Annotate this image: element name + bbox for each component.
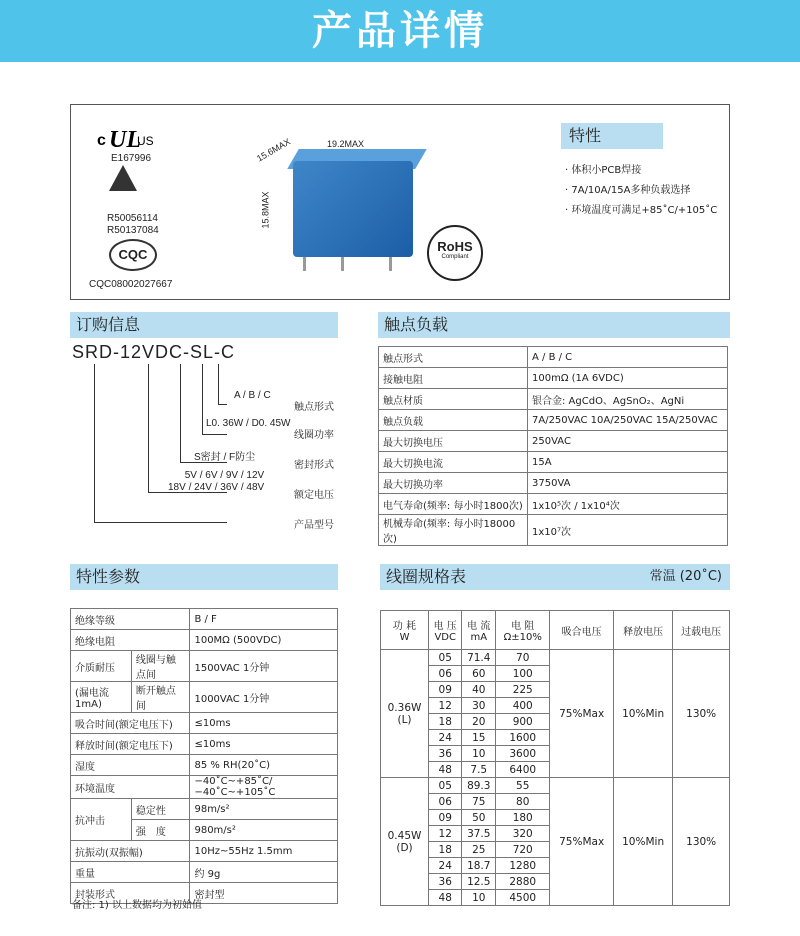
order-label-contact: 触点形式 bbox=[294, 402, 334, 413]
coil-value: 05 bbox=[429, 778, 462, 794]
char-key: 介质耐压 bbox=[71, 651, 132, 682]
relay-pin bbox=[303, 257, 306, 271]
coil-value: 2880 bbox=[496, 874, 550, 890]
char-val: 约 9g bbox=[190, 862, 338, 883]
char-key: 重量 bbox=[71, 862, 190, 883]
contact-row bbox=[379, 452, 728, 473]
contact-key: 触点材质 bbox=[379, 389, 528, 410]
contact-row bbox=[379, 515, 728, 546]
tuv-number-2: R50137084 bbox=[107, 225, 159, 236]
coil-header-cell: 过载电压 bbox=[673, 611, 730, 650]
coil-pickup: 75%Max bbox=[550, 650, 614, 778]
char-key: 抗振动(双振幅) bbox=[71, 841, 190, 862]
coil-release: 10%Min bbox=[613, 650, 672, 778]
coil-row bbox=[381, 778, 730, 794]
char-key: 绝缘电阻 bbox=[71, 630, 190, 651]
char-key: (漏电流1mA) bbox=[71, 682, 132, 713]
relay-pin bbox=[389, 257, 392, 271]
dimension-width: 19.2MAX bbox=[327, 139, 365, 149]
coil-header-row bbox=[381, 611, 730, 650]
coil-value: 75 bbox=[462, 794, 496, 810]
coil-value: 400 bbox=[496, 698, 550, 714]
coil-value: 12 bbox=[429, 826, 462, 842]
coil-value: 320 bbox=[496, 826, 550, 842]
feature-item: · 体积小PCB焊接 bbox=[565, 161, 717, 181]
ul-cert-logo bbox=[97, 125, 157, 153]
char-key: 绝缘等级 bbox=[71, 609, 190, 630]
coil-value: 10 bbox=[462, 890, 496, 906]
cqc-number: CQC08002027667 bbox=[89, 279, 173, 290]
coil-value: 40 bbox=[462, 682, 496, 698]
tuv-number-1: R50056114 bbox=[107, 213, 158, 224]
contact-value: 250VAC bbox=[528, 431, 728, 452]
coil-value: 225 bbox=[496, 682, 550, 698]
coil-value: 70 bbox=[496, 650, 550, 666]
coil-value: 55 bbox=[496, 778, 550, 794]
char-val: ≤10ms bbox=[190, 713, 338, 734]
char-key: 湿度 bbox=[71, 755, 190, 776]
feature-item: · 7A/10A/15A多种负载选择 bbox=[565, 181, 717, 201]
char-key: 断开触点间 bbox=[131, 682, 190, 713]
order-opt-power: L0. 36W / D0. 45W bbox=[206, 418, 291, 429]
product-overview-box bbox=[70, 104, 730, 300]
coil-value: 25 bbox=[462, 842, 496, 858]
rohs-sub: Compliant bbox=[441, 254, 469, 260]
char-key: 线圈与触点间 bbox=[131, 651, 190, 682]
tuv-triangle-icon bbox=[109, 165, 137, 191]
coil-value: 09 bbox=[429, 810, 462, 826]
coil-value: 48 bbox=[429, 890, 462, 906]
coil-value: 18.7 bbox=[462, 858, 496, 874]
coil-title: 线圈规格表 bbox=[386, 567, 467, 586]
char-key: 吸合时间(额定电压下) bbox=[71, 713, 190, 734]
rohs-label: RoHS bbox=[437, 239, 473, 254]
char-val: 1000VAC 1分钟 bbox=[190, 682, 338, 713]
relay-product-image bbox=[293, 161, 413, 257]
coil-pickup: 75%Max bbox=[550, 778, 614, 906]
order-line bbox=[94, 364, 227, 523]
char-section-title: 特性参数 bbox=[70, 564, 338, 590]
char-val: ≤10ms bbox=[190, 734, 338, 755]
contact-row bbox=[379, 368, 728, 389]
coil-value: 1280 bbox=[496, 858, 550, 874]
contact-key: 触点负载 bbox=[379, 410, 528, 431]
contact-row bbox=[379, 431, 728, 452]
contact-section-title: 触点负载 bbox=[378, 312, 730, 338]
char-key: 释放时间(额定电压下) bbox=[71, 734, 190, 755]
contact-value: 1x10⁵次 / 1x10⁴次 bbox=[528, 494, 728, 515]
coil-header-cell: 电 压 VDC bbox=[429, 611, 462, 650]
coil-power: 0.45W (D) bbox=[381, 778, 429, 906]
coil-value: 24 bbox=[429, 858, 462, 874]
coil-header-cell: 电 阻 Ω±10% bbox=[496, 611, 550, 650]
coil-value: 3600 bbox=[496, 746, 550, 762]
order-label-voltage: 额定电压 bbox=[294, 490, 334, 501]
dimension-height: 15.8MAX bbox=[260, 191, 271, 229]
contact-row bbox=[379, 410, 728, 431]
coil-value: 18 bbox=[429, 714, 462, 730]
coil-value: 900 bbox=[496, 714, 550, 730]
coil-header-cell: 电 流 mA bbox=[462, 611, 496, 650]
coil-value: 30 bbox=[462, 698, 496, 714]
contact-key: 最大切换电压 bbox=[379, 431, 528, 452]
coil-value: 10 bbox=[462, 746, 496, 762]
coil-value: 4500 bbox=[496, 890, 550, 906]
coil-row bbox=[381, 650, 730, 666]
coil-value: 15 bbox=[462, 730, 496, 746]
svg-text:UL: UL bbox=[109, 127, 141, 153]
order-opt-voltage: 5V / 6V / 9V / 12V 18V / 24V / 36V / 48V bbox=[168, 470, 265, 493]
coil-value: 71.4 bbox=[462, 650, 496, 666]
contact-value: 银合金: AgCdO、AgSnO₂、AgNi bbox=[528, 389, 728, 410]
char-val: 100MΩ (500VDC) bbox=[190, 630, 338, 651]
contact-key: 机械寿命(频率: 每小时18000次) bbox=[379, 515, 528, 546]
dimension-depth: 15.6MAX bbox=[254, 136, 293, 164]
coil-value: 12.5 bbox=[462, 874, 496, 890]
coil-value: 18 bbox=[429, 842, 462, 858]
coil-value: 36 bbox=[429, 874, 462, 890]
char-val: 10Hz~55Hz 1.5mm bbox=[190, 841, 338, 862]
coil-value: 24 bbox=[429, 730, 462, 746]
order-label-model: 产品型号 bbox=[294, 520, 334, 531]
coil-power: 0.36W (L) bbox=[381, 650, 429, 778]
coil-table bbox=[380, 610, 730, 906]
char-val: −40˚C~+85˚C/−40˚C~+105˚C bbox=[190, 776, 338, 799]
order-opt-contact: A / B / C bbox=[234, 390, 271, 401]
coil-value: 6400 bbox=[496, 762, 550, 778]
coil-value: 09 bbox=[429, 682, 462, 698]
char-key: 稳定性 bbox=[131, 799, 190, 820]
contact-row bbox=[379, 473, 728, 494]
order-code: SRD-12VDC-SL-C bbox=[72, 342, 236, 362]
contact-key: 触点形式 bbox=[379, 347, 528, 368]
contact-value: 1x10⁷次 bbox=[528, 515, 728, 546]
char-val: 1500VAC 1分钟 bbox=[190, 651, 338, 682]
coil-header-cell: 释放电压 bbox=[613, 611, 672, 650]
cqc-logo: CQC bbox=[109, 239, 157, 271]
contact-key: 最大切换功率 bbox=[379, 473, 528, 494]
contact-value: 3750VA bbox=[528, 473, 728, 494]
contact-row bbox=[379, 494, 728, 515]
char-val: 98m/s² bbox=[190, 799, 338, 820]
page-banner: 产品详情 bbox=[0, 0, 800, 62]
feature-item: · 环境温度可满足+85˚C/+105˚C bbox=[565, 201, 717, 221]
char-table bbox=[70, 608, 338, 904]
features-title: 特性 bbox=[561, 123, 663, 149]
contact-value: 7A/250VAC 10A/250VAC 15A/250VAC bbox=[528, 410, 728, 431]
contact-row bbox=[379, 389, 728, 410]
rohs-logo bbox=[427, 225, 483, 281]
coil-value: 1600 bbox=[496, 730, 550, 746]
coil-section-title bbox=[380, 564, 730, 590]
coil-header-cell: 功 耗 W bbox=[381, 611, 429, 650]
coil-value: 60 bbox=[462, 666, 496, 682]
coil-value: 89.3 bbox=[462, 778, 496, 794]
order-label-power: 线圈功率 bbox=[294, 430, 334, 441]
coil-value: 20 bbox=[462, 714, 496, 730]
coil-value: 100 bbox=[496, 666, 550, 682]
char-key: 封装形式 bbox=[71, 883, 190, 904]
coil-header-cell: 吸合电压 bbox=[550, 611, 614, 650]
contact-value: 100mΩ (1A 6VDC) bbox=[528, 368, 728, 389]
features-list bbox=[565, 161, 717, 221]
char-val: 980m/s² bbox=[190, 820, 338, 841]
coil-value: 12 bbox=[429, 698, 462, 714]
contact-value: A / B / C bbox=[528, 347, 728, 368]
coil-value: 48 bbox=[429, 762, 462, 778]
ul-number: E167996 bbox=[111, 153, 152, 164]
coil-value: 05 bbox=[429, 650, 462, 666]
contact-row bbox=[379, 347, 728, 368]
contact-key: 最大切换电流 bbox=[379, 452, 528, 473]
relay-pin bbox=[341, 257, 344, 271]
coil-value: 50 bbox=[462, 810, 496, 826]
contact-key: 电气寿命(频率: 每小时1800次) bbox=[379, 494, 528, 515]
svg-text:US: US bbox=[137, 134, 154, 148]
svg-text:c: c bbox=[97, 132, 106, 149]
contact-value: 15A bbox=[528, 452, 728, 473]
coil-value: 180 bbox=[496, 810, 550, 826]
coil-value: 36 bbox=[429, 746, 462, 762]
coil-value: 80 bbox=[496, 794, 550, 810]
coil-value: 7.5 bbox=[462, 762, 496, 778]
char-val: B / F bbox=[190, 609, 338, 630]
char-val: 密封型 bbox=[190, 883, 338, 904]
char-key: 环境温度 bbox=[71, 776, 190, 799]
coil-value: 06 bbox=[429, 794, 462, 810]
char-val: 85 % RH(20˚C) bbox=[190, 755, 338, 776]
order-label-seal: 密封形式 bbox=[294, 460, 334, 471]
order-section-title: 订购信息 bbox=[70, 312, 338, 338]
char-note: 备注: 1) 以上数据均为初始值 bbox=[72, 900, 202, 911]
contact-table bbox=[378, 346, 728, 546]
coil-value: 06 bbox=[429, 666, 462, 682]
coil-release: 10%Min bbox=[613, 778, 672, 906]
order-opt-seal: S密封 / F防尘 bbox=[194, 452, 256, 463]
char-key: 强 度 bbox=[131, 820, 190, 841]
coil-value: 37.5 bbox=[462, 826, 496, 842]
coil-overload: 130% bbox=[673, 778, 730, 906]
coil-value: 720 bbox=[496, 842, 550, 858]
char-key: 抗冲击 bbox=[71, 799, 132, 841]
coil-overload: 130% bbox=[673, 650, 730, 778]
coil-temp: 常温 (20˚C) bbox=[649, 569, 722, 584]
contact-key: 接触电阻 bbox=[379, 368, 528, 389]
